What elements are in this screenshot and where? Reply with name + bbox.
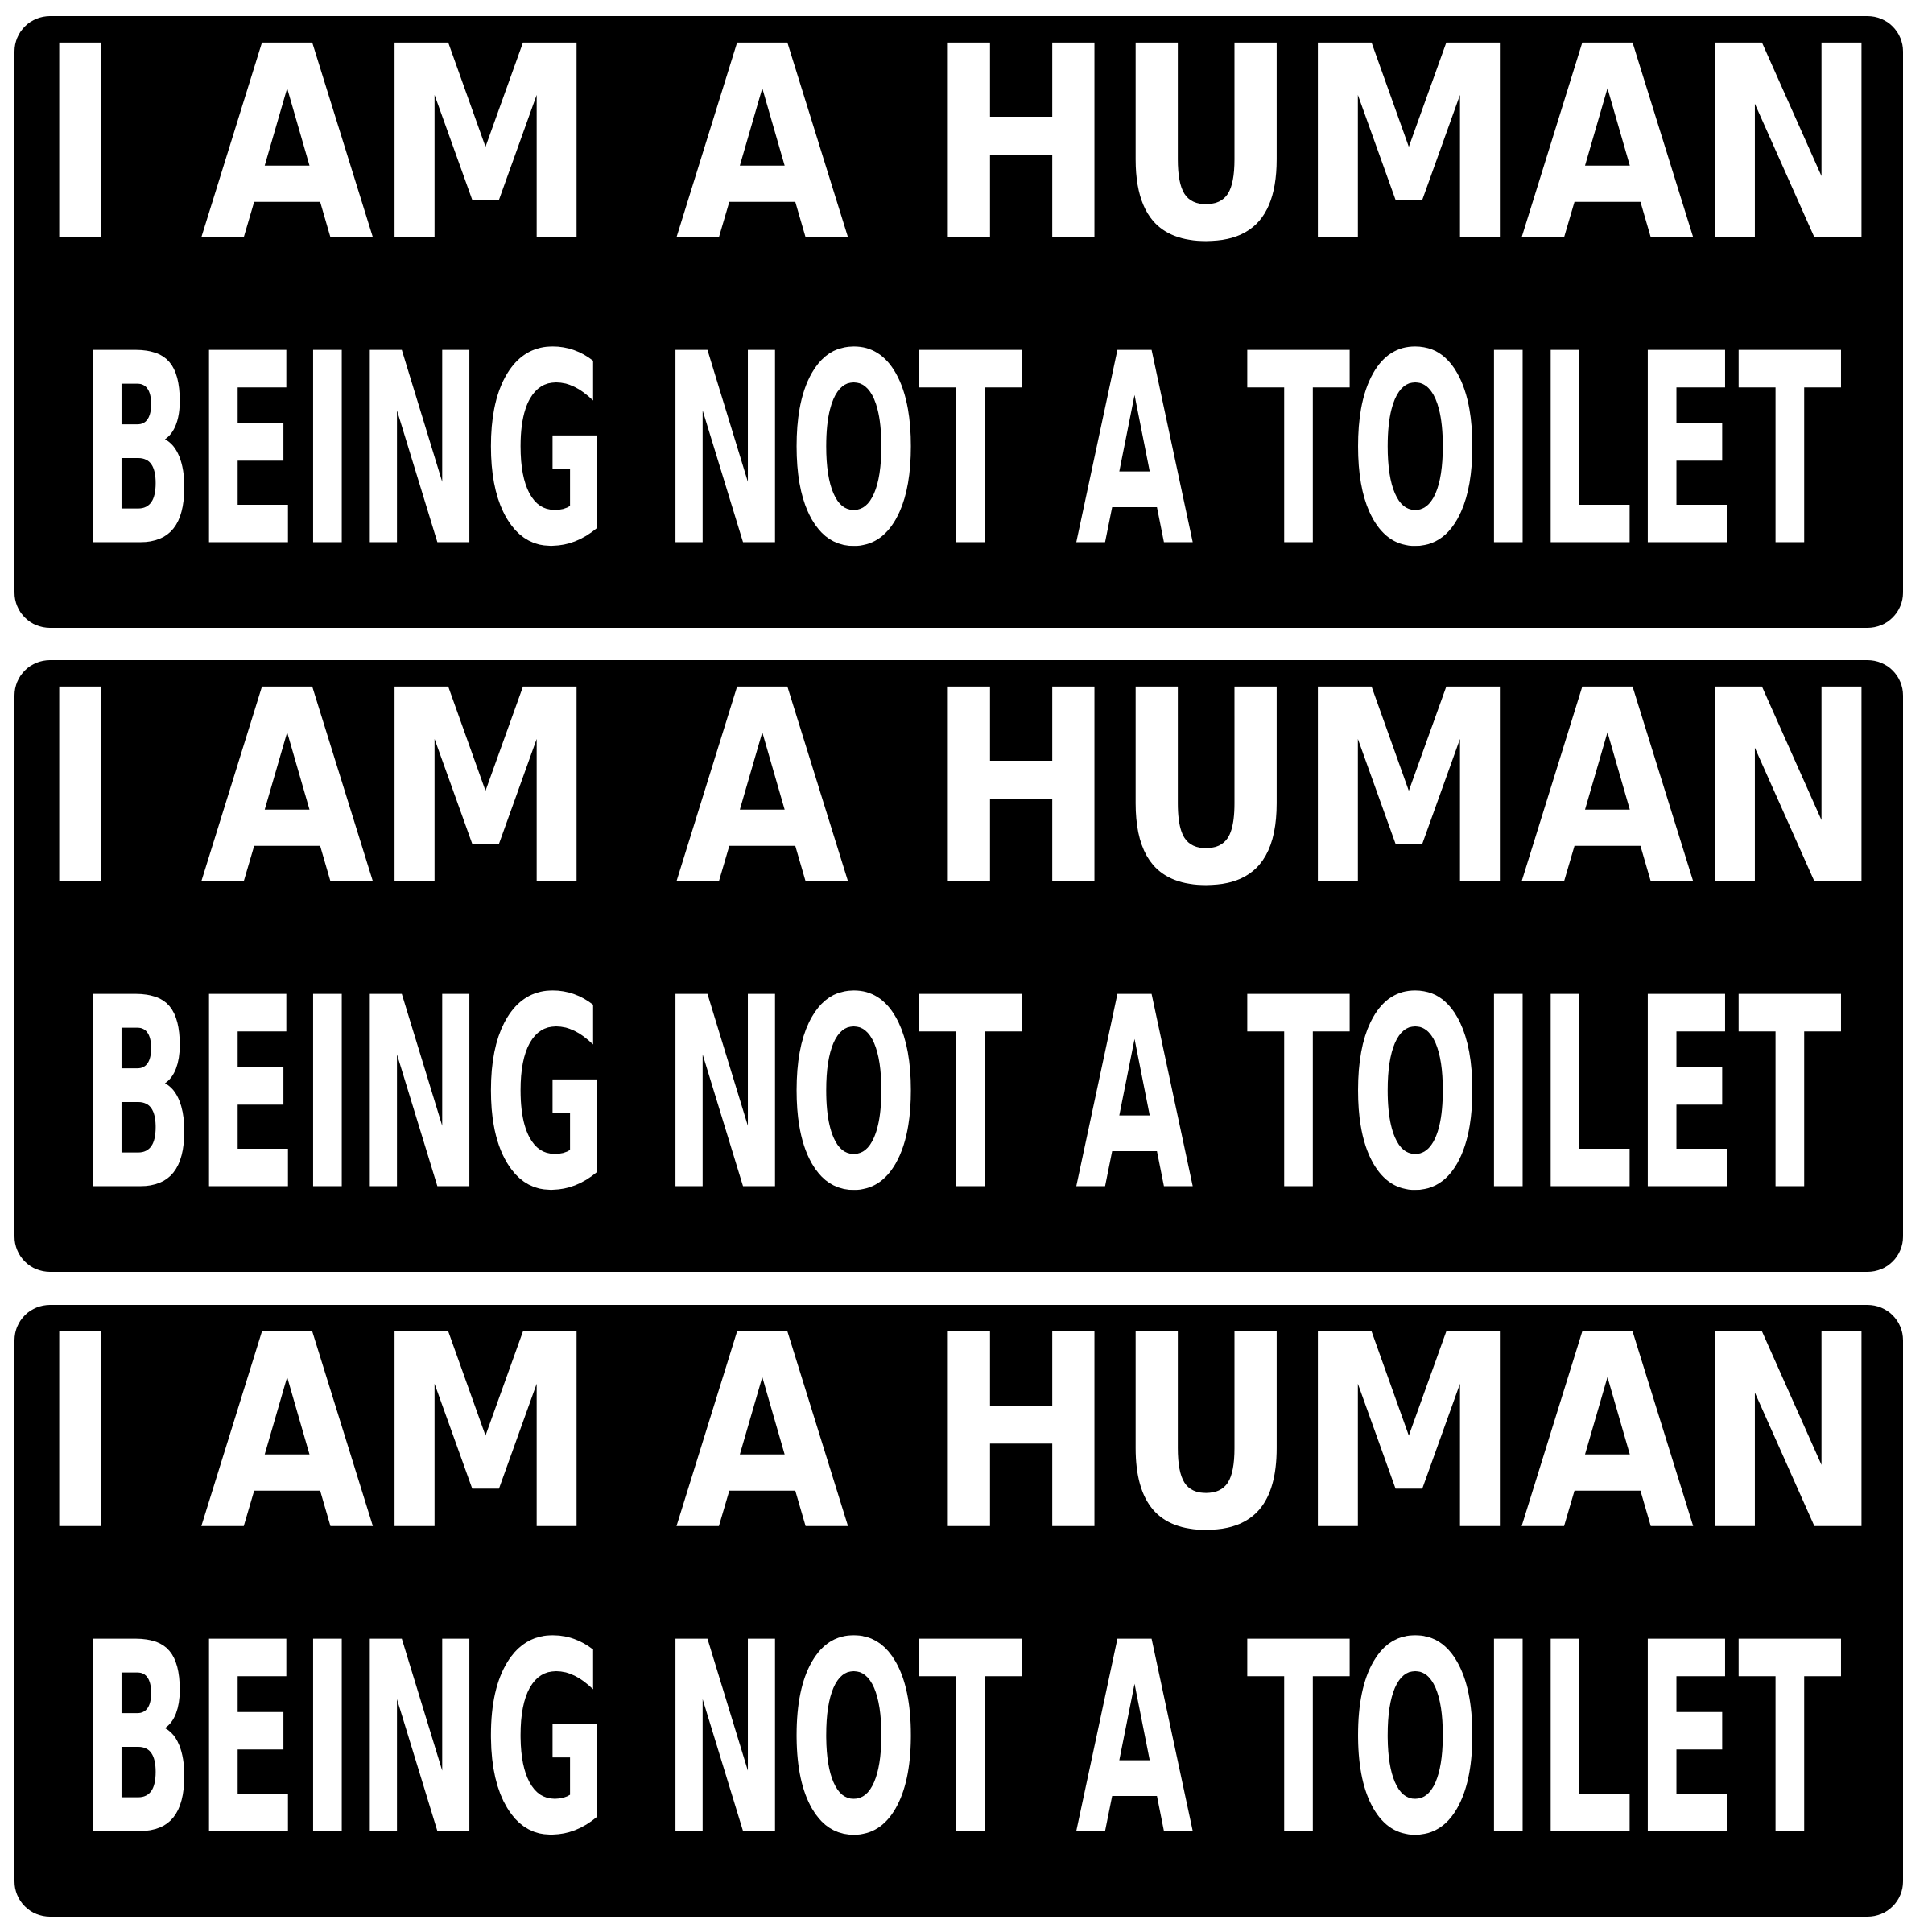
sticker-2-line-2: BEING NOT A TOILET xyxy=(79,982,1843,1249)
sticker-1 xyxy=(14,16,1903,628)
sticker-2-line-1: I AM A HUMAN xyxy=(39,675,1882,945)
sticker-1-line-1-svg xyxy=(14,31,1903,312)
sticker-1-line-1: I AM A HUMAN xyxy=(39,31,1882,301)
sticker-2 xyxy=(14,660,1903,1272)
sticker-3 xyxy=(14,1305,1903,1917)
sticker-1-line-2-svg xyxy=(14,338,1903,616)
sticker-2-line-1-svg xyxy=(14,675,1903,956)
sticker-3-line-2: BEING NOT A TOILET xyxy=(79,1627,1843,1893)
sticker-3-line-2-svg xyxy=(14,1627,1903,1905)
sticker-1-line-2: BEING NOT A TOILET xyxy=(79,338,1843,605)
sticker-2-line-2-svg xyxy=(14,982,1903,1260)
sticker-3-line-1-svg xyxy=(14,1319,1903,1601)
sticker-3-line-1: I AM A HUMAN xyxy=(39,1319,1882,1590)
